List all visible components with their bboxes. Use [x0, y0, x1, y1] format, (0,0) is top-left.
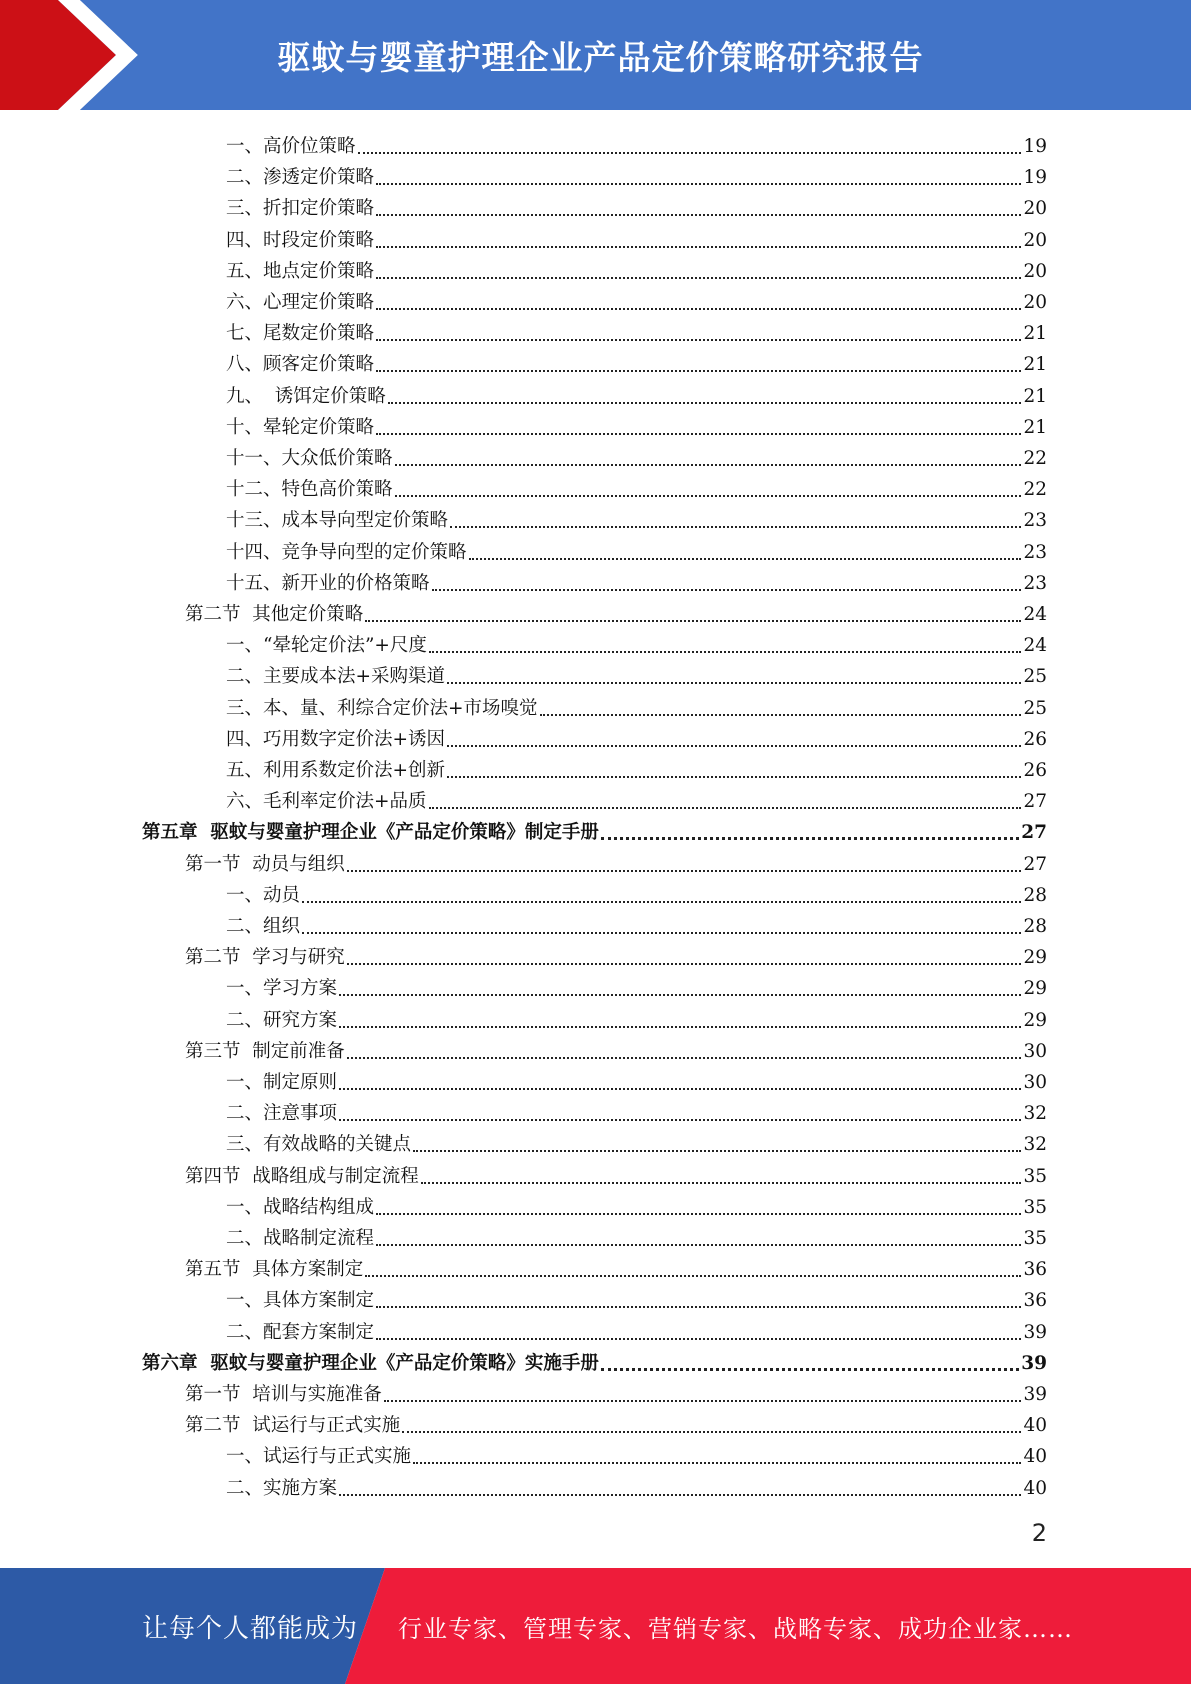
- toc-entry-page: 28: [1023, 916, 1047, 937]
- toc-dot-leader: [376, 370, 1021, 372]
- toc-entry-page: 25: [1023, 697, 1047, 719]
- page-number: 2: [1031, 1519, 1047, 1547]
- toc-entry-page: 24: [1023, 604, 1047, 625]
- toc-entry-page: 19: [1023, 136, 1047, 157]
- toc-entry[interactable]: [226, 345, 1047, 376]
- toc-entry-title: 一、战略结构组成: [226, 1196, 375, 1218]
- toc-entry[interactable]: [226, 377, 1047, 408]
- toc-entry-title: 第三节 制定前准备: [185, 1040, 345, 1062]
- toc-entry[interactable]: [226, 1125, 1047, 1156]
- toc-entry[interactable]: [226, 657, 1047, 688]
- toc-dot-leader: [339, 1119, 1021, 1121]
- toc-entry-page: 28: [1023, 884, 1047, 906]
- toc-entry[interactable]: [226, 751, 1047, 782]
- toc-entry-title: 第二节 其他定价策略: [185, 604, 364, 625]
- toc-entry-page: 32: [1023, 1134, 1047, 1156]
- toc-entry-title: 一、“晕轮定价法”+尺度: [226, 635, 427, 657]
- toc-entry-title: 二、战略制定流程: [226, 1228, 375, 1249]
- toc-entry[interactable]: [226, 969, 1047, 1000]
- toc-dot-leader: [376, 1213, 1021, 1215]
- toc-dot-leader: [339, 994, 1021, 996]
- toc-dot-leader: [376, 246, 1021, 248]
- toc-entry-title: 八、顾客定价策略: [226, 354, 375, 376]
- toc-entry-title: 十、晕轮定价策略: [226, 416, 375, 438]
- toc-entry[interactable]: [226, 408, 1047, 439]
- toc-entry-page: 40: [1023, 1446, 1047, 1468]
- toc-entry[interactable]: [185, 845, 1047, 876]
- toc-entry[interactable]: [226, 907, 1047, 938]
- toc-entry[interactable]: [226, 782, 1047, 813]
- toc-entry-title: 四、时段定价策略: [226, 229, 375, 251]
- toc-entry-title: 十五、新开业的价格策略: [226, 572, 430, 594]
- toc-entry-title: 第一节 动员与组织: [185, 853, 345, 875]
- toc-entry-page: 20: [1023, 292, 1047, 313]
- toc-entry-title: 一、具体方案制定: [226, 1290, 375, 1312]
- toc-dot-leader: [447, 776, 1021, 778]
- toc-entry-title: 二、实施方案: [226, 1477, 338, 1499]
- toc-dot-leader: [376, 339, 1021, 341]
- toc-dot-leader: [376, 433, 1021, 435]
- toc-entry-page: 20: [1023, 198, 1047, 220]
- toc-entry-page: 22: [1023, 479, 1047, 501]
- toc-entry-title: 第四节 战略组成与制定流程: [185, 1165, 419, 1187]
- toc-entry-page: 35: [1023, 1228, 1047, 1249]
- toc-entry-title: 十三、成本导向型定价策略: [226, 510, 449, 532]
- toc-dot-leader: [413, 1150, 1021, 1152]
- toc-dot-leader: [339, 1026, 1021, 1028]
- toc-entry[interactable]: [185, 1157, 1047, 1188]
- toc-entry-title: 九、 诱饵定价策略: [226, 385, 386, 407]
- toc-entry[interactable]: [226, 470, 1047, 501]
- toc-entry-page: 35: [1023, 1196, 1047, 1218]
- toc-entry[interactable]: [226, 252, 1047, 283]
- header-band: [0, 0, 1191, 110]
- toc-entry-title: 第五节 具体方案制定: [185, 1259, 364, 1281]
- toc-entry-title: 七、尾数定价策略: [226, 323, 375, 345]
- toc-entry-title: 二、组织: [226, 916, 301, 937]
- toc-entry-title: 二、配套方案制定: [226, 1321, 375, 1343]
- toc-dot-leader: [376, 214, 1021, 216]
- toc-entry-title: 二、研究方案: [226, 1009, 338, 1031]
- toc-entry-page: 39: [1023, 1384, 1047, 1405]
- toc-dot-leader: [421, 1182, 1022, 1184]
- toc-entry[interactable]: [226, 283, 1047, 314]
- toc-entry-title: 十二、特色高价策略: [226, 479, 393, 501]
- toc-entry[interactable]: [226, 1469, 1047, 1500]
- toc-dot-leader: [540, 714, 1022, 716]
- toc-entry[interactable]: [226, 1094, 1047, 1125]
- toc-entry-page: 39: [1023, 1321, 1047, 1343]
- toc-entry-title: 第五章 驱蚊与婴童护理企业《产品定价策略》制定手册: [142, 822, 599, 844]
- toc-entry-page: 29: [1023, 978, 1047, 1000]
- toc-entry[interactable]: [142, 1344, 1047, 1375]
- toc-entry-page: 22: [1023, 448, 1047, 469]
- toc-entry-title: 三、折扣定价策略: [226, 198, 375, 220]
- toc-entry-title: 五、地点定价策略: [226, 260, 375, 282]
- toc-entry[interactable]: [226, 439, 1047, 470]
- toc-dot-leader: [376, 1306, 1021, 1308]
- toc-entry-page: 23: [1023, 541, 1047, 563]
- toc-dot-leader: [388, 402, 1022, 404]
- toc-entry-title: 一、学习方案: [226, 978, 338, 1000]
- toc-entry-page: 19: [1023, 167, 1047, 189]
- toc-dot-leader: [376, 1244, 1021, 1246]
- toc-entry-page: 36: [1023, 1259, 1047, 1281]
- toc-entry[interactable]: [226, 1437, 1047, 1468]
- toc-entry[interactable]: [185, 938, 1047, 969]
- report-title: 驱蚊与婴童护理企业产品定价策略研究报告: [277, 37, 924, 77]
- toc-entry-title: 六、毛利率定价法+品质: [226, 791, 427, 813]
- toc-entry-page: 25: [1023, 666, 1047, 688]
- toc-dot-leader: [402, 1431, 1021, 1433]
- toc-entry-page: 26: [1023, 728, 1047, 750]
- toc-entry-title: 第六章 驱蚊与婴童护理企业《产品定价策略》实施手册: [142, 1352, 599, 1374]
- toc-entry[interactable]: [226, 127, 1047, 158]
- toc-dot-leader: [429, 651, 1022, 653]
- footer-band: [0, 1568, 1191, 1684]
- toc-dot-leader: [347, 1057, 1022, 1059]
- toc-dot-leader: [339, 1088, 1021, 1090]
- toc-entry-page: 21: [1023, 354, 1047, 376]
- toc-entry-page: 27: [1023, 853, 1047, 875]
- toc-entry-title: 三、本、量、利综合定价法+市场嗅觉: [226, 697, 538, 719]
- toc-entry-title: 四、巧用数字定价法+诱因: [226, 728, 446, 750]
- toc-entry-title: 一、制定原则: [226, 1072, 338, 1093]
- toc-entry-page: 30: [1023, 1072, 1047, 1093]
- toc-dot-leader: [395, 464, 1022, 466]
- toc-entry-title: 一、动员: [226, 884, 301, 906]
- toc-dot-leader: [358, 152, 1022, 154]
- toc-entry-title: 一、试运行与正式实施: [226, 1446, 412, 1468]
- toc-entry[interactable]: [185, 1250, 1047, 1281]
- footer-slogan-right: 行业专家、管理专家、营销专家、战略专家、成功企业家……: [398, 1614, 1073, 1643]
- toc-entry-title: 第二节 试运行与正式实施: [185, 1415, 401, 1437]
- toc-entry-page: 20: [1023, 260, 1047, 282]
- toc-entry[interactable]: [226, 1313, 1047, 1344]
- toc-dot-leader: [601, 837, 1019, 840]
- toc-entry-page: 27: [1021, 822, 1047, 844]
- toc-dot-leader: [347, 963, 1022, 965]
- toc-entry[interactable]: [226, 1219, 1047, 1250]
- toc-entry[interactable]: [185, 1406, 1047, 1437]
- toc-entry[interactable]: [226, 1063, 1047, 1094]
- toc-entry-page: 32: [1023, 1103, 1047, 1125]
- toc-entry-page: 35: [1023, 1165, 1047, 1187]
- toc-dot-leader: [376, 277, 1021, 279]
- toc-entry-page: 36: [1023, 1290, 1047, 1312]
- toc-entry[interactable]: [142, 813, 1047, 844]
- toc-dot-leader: [347, 870, 1022, 872]
- toc-entry-page: 27: [1023, 791, 1047, 813]
- toc-dot-leader: [447, 745, 1021, 747]
- toc-entry-page: 29: [1023, 1009, 1047, 1031]
- toc-entry[interactable]: [226, 1188, 1047, 1219]
- toc-dot-leader: [376, 1338, 1021, 1340]
- toc-entry[interactable]: [226, 876, 1047, 907]
- toc-entry-page: 40: [1023, 1415, 1047, 1437]
- toc-dot-leader: [429, 807, 1022, 809]
- footer-slogan-left: 让每个人都能成为: [142, 1613, 359, 1644]
- toc-dot-leader: [469, 558, 1022, 560]
- toc-entry[interactable]: [226, 189, 1047, 220]
- toc-entry[interactable]: [226, 501, 1047, 532]
- toc-dot-leader: [339, 1494, 1021, 1496]
- toc-dot-leader: [384, 1400, 1022, 1402]
- toc-entry-page: 23: [1023, 510, 1047, 532]
- toc-entry[interactable]: [185, 595, 1047, 626]
- toc-dot-leader: [601, 1368, 1019, 1371]
- toc-entry-page: 20: [1023, 229, 1047, 251]
- toc-entry-title: 二、注意事项: [226, 1103, 338, 1125]
- toc-entry-title: 第一节 培训与实施准备: [185, 1384, 382, 1405]
- toc-entry-title: 五、利用系数定价法+创新: [226, 760, 446, 781]
- toc-entry[interactable]: [226, 689, 1047, 720]
- toc-entry[interactable]: [226, 720, 1047, 751]
- toc-entry[interactable]: [226, 533, 1047, 564]
- toc-entry-page: 39: [1021, 1352, 1047, 1374]
- toc-entry[interactable]: [226, 626, 1047, 657]
- toc-entry-page: 29: [1023, 947, 1047, 969]
- toc-dot-leader: [413, 1462, 1021, 1464]
- toc-dot-leader: [376, 183, 1021, 185]
- toc-entry[interactable]: [226, 158, 1047, 189]
- toc-dot-leader: [365, 1275, 1021, 1277]
- toc-dot-leader: [302, 901, 1021, 903]
- toc-entry-title: 三、有效战略的关键点: [226, 1134, 412, 1156]
- toc-entry-title: 二、渗透定价策略: [226, 167, 375, 189]
- toc-entry-title: 一、高价位策略: [226, 136, 356, 157]
- toc-entry-page: 26: [1023, 760, 1047, 781]
- toc-entry-title: 六、心理定价策略: [226, 292, 375, 313]
- toc-dot-leader: [447, 682, 1021, 684]
- toc-entry-title: 十四、竞争导向型的定价策略: [226, 541, 467, 563]
- toc-entry-page: 21: [1023, 323, 1047, 345]
- toc-dot-leader: [376, 308, 1021, 310]
- toc-entry-title: 二、主要成本法+采购渠道: [226, 666, 446, 688]
- toc-entry-page: 24: [1023, 635, 1047, 657]
- toc-entry[interactable]: [226, 221, 1047, 252]
- toc-dot-leader: [450, 526, 1021, 528]
- toc-entry[interactable]: [185, 1375, 1047, 1406]
- toc-dot-leader: [432, 589, 1022, 591]
- toc-entry-page: 21: [1023, 416, 1047, 438]
- toc-entry-page: 21: [1023, 385, 1047, 407]
- toc-entry[interactable]: [226, 564, 1047, 595]
- toc-entry-page: 40: [1023, 1477, 1047, 1499]
- toc-dot-leader: [365, 620, 1021, 622]
- toc-entry[interactable]: [226, 1001, 1047, 1032]
- toc-entry-title: 第二节 学习与研究: [185, 947, 345, 969]
- toc-entry-page: 23: [1023, 572, 1047, 594]
- toc-dot-leader: [395, 495, 1022, 497]
- toc-entry[interactable]: [226, 1281, 1047, 1312]
- toc-entry-title: 十一、大众低价策略: [226, 448, 393, 469]
- toc-entry-page: 30: [1023, 1040, 1047, 1062]
- toc-entry[interactable]: [185, 1032, 1047, 1063]
- toc-dot-leader: [302, 932, 1021, 934]
- toc-entry[interactable]: [226, 314, 1047, 345]
